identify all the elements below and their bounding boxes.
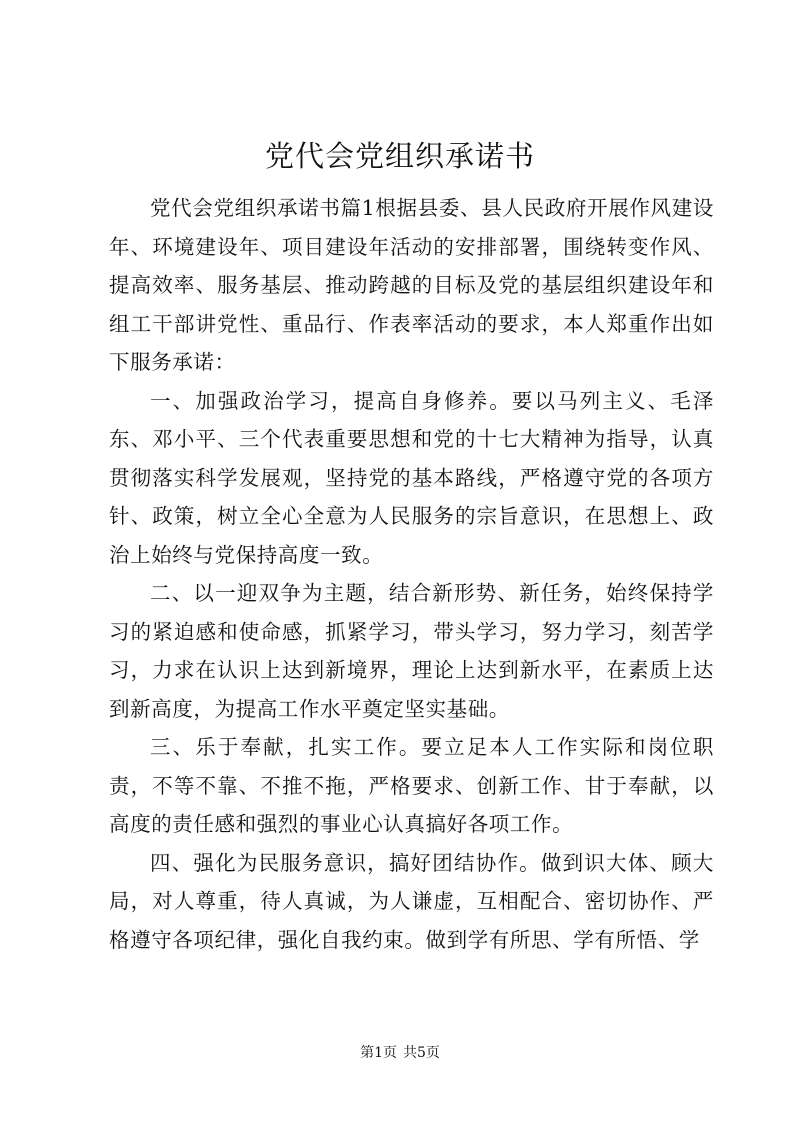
- paragraph-item-1: 一、加强政治学习，提高自身修养。要以马列主义、毛泽东、邓小平、三个代表重要思想和党的十七大精神为指导，认真贯彻落实科学发展观，坚持党的基本路线，严格遵守党的各项方针、政策，树立全心全意为人民服务的宗旨意识，在思想上、政治上始终与党保持高度一致。: [109, 388, 714, 567]
- document-body: [109, 189, 714, 959]
- page-number: 第1页: [360, 1045, 397, 1061]
- paragraph-item-4: 四、强化为民服务意识，搞好团结协作。做到识大体、顾大局，对人尊重，待人真诚，为人谦虚，互相配合、密切协作、严格遵守各项纪律，强化自我约束。做到学有所思、学有所悟、学: [109, 850, 714, 952]
- page-total: 共5页: [403, 1045, 440, 1061]
- paragraph-item-3: 三、乐于奉献，扎实工作。要立足本人工作实际和岗位职责，不等不靠、不推不拖，严格要求、创新工作、甘于奉献，以高度的责任感和强烈的事业心认真搞好各项工作。: [109, 735, 714, 836]
- page-title: 党代会党组织承诺书: [264, 139, 535, 173]
- page-footer: [0, 1043, 800, 1063]
- paragraph-intro: 党代会党组织承诺书篇1根据县委、县人民政府开展作风建设年、环境建设年、项目建设年活动的安排部署，围绕转变作风、提高效率、服务基层、推动跨越的目标及党的基层组织建设年和组工干部讲党性、重品行、作表率活动的要求，本人郑重作出如下服务承诺：: [109, 196, 714, 374]
- paragraph-item-2: 二、以一迎双争为主题，结合新形势、新任务，始终保持学习的紧迫感和使命感，抓紧学习，带头学习，努力学习，刻苦学习，力求在认识上达到新境界，理论上达到新水平，在素质上达到新高度，为提高工作水平奠定坚实基础。: [109, 581, 714, 721]
